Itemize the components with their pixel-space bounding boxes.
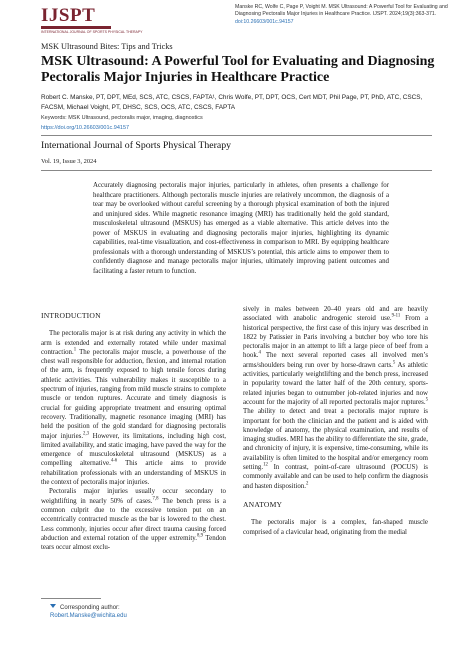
keywords: Keywords: MSK Ultrasound, pectoralis major, imaging, diagnostics	[41, 115, 203, 121]
section-heading-introduction: INTRODUCTION	[41, 311, 101, 320]
author-list: Robert C. Manske, PT, DPT, MEd, SCS, ATC, CSCS, FAPTA¹, Chris Wolfe, PT, DPT, OCS, Cert MDT, Phil Page, PT, PhD, ATC, CSCS, FACSM, Michael Voight, PT, DHSC, SCS, OCS, ATC, CSCS, FAPTA	[41, 94, 423, 111]
right-column	[243, 305, 428, 537]
divider	[41, 170, 432, 171]
article-title: MSK Ultrasound: A Powerful Tool for Evaluating and Diagnosing Pectoralis Major Injuries in Healthcare Practice	[41, 54, 435, 85]
journal-logo: IJSPT	[41, 5, 96, 26]
triangle-icon	[50, 604, 56, 608]
citation-text: Manske RC, Wolfe C, Page P, Voight M. MSK Ultrasound: A Powerful Tool for Evaluating and Diagnosing Pectoralis Major Injuries in Healthcare Practice. IJSPT. 2024;19(3):363-371.	[235, 4, 448, 18]
paragraph: The pectoralis major is a complex, fan-shaped muscle comprised of a clavicular head, originating from the medial	[243, 519, 428, 536]
footnote	[50, 604, 127, 620]
paragraph: Pectoralis major injuries usually occur secondary to weightlifting in nearly 50% of cases.$^{7,8}$ The bench press is a common culprit due to the excessive tension put on an eccentrically contracted muscle as the bar is lowered to the chest. Less commonly, injuries occur after direct trauma causing forced abduction and external rotation of the upper extremity.$^{8,9}$ Tendon tears occur almost exclu-	[41, 488, 226, 552]
paragraph: sively in males between 20–40 years old and are heavily associated with anabolic androgenic steroid use.$^{9-11}$ From a historical perspective, the first case of this injury was described in 1822 by Patissier in Paris involving a butcher boy who tore his pectoralis major in an attempt to lift a large piece of beef from a hook.$^4$ The next several reported cases all involved men’s arms/shoulders being run over by horse-drawn carts.$^5$ As athletic activities, particularly weightlifting and the bench press, increased in popularity toward the latter half of the 20th century, sports-related injuries began to outnumber job-related injuries and now account for the majority of all reported pectoralis major ruptures.$^5$ The ability to detect and treat a pectoralis major rupture is important for both the clinician and the patient and is aided with knowledge of anatomy, the physical examination, and results of imaging studies. MRI has the ability to differentiate the site, grade, and chronicity of injury, it is expensive, time-consuming, while its availability is often limited to the hospital and/or emergency room setting.$^{12}$ In contrast, point-of-care ultrasound (POCUS) is commonly available and can be used to help confirm the diagnosis and hasten disposition.$^2$	[243, 306, 428, 490]
divider	[41, 135, 432, 136]
abstract: Accurately diagnosing pectoralis major injuries, particularly in athletes, often presents a challenge for healthcare practitioners. Although pectoralis muscle injuries are relatively uncommon, the diagnosis of a tear may be overlooked without careful screening by a thorough physical examination of both the injured and uninjured sides. While magnetic resonance imaging (MRI) has traditionally held the gold standard, musculoskeletal ultrasound (MSKUS) has emerged as a viable alternative. This article delves into the power of MSKUS in evaluating and diagnosing pectoralis major injuries, highlighting its dynamic capabilities, real-time visualization, and cost-effectiveness in comparison to MRI. By equipping healthcare professionals with a thorough understanding of MSKUS’s potential, this article aims to empower them to confidently diagnose and manage pectoralis major injuries, ultimately improving patient outcomes and facilitating a faster return to function.	[93, 182, 389, 275]
doi-link[interactable]: https://doi.org/10.26603/001c.94157	[41, 125, 130, 131]
section-label: MSK Ultrasound Bites: Tips and Tricks	[41, 42, 173, 51]
section-heading-anatomy: ANATOMY	[243, 499, 283, 509]
footnote-label: Corresponding author:	[60, 605, 120, 611]
footnote-divider	[41, 598, 101, 599]
citation-doi[interactable]: doi:10.26603/001c.94157	[235, 18, 294, 25]
volume-issue: Vol. 19, Issue 3, 2024	[41, 158, 97, 165]
paragraph: The pectoralis major is at risk during any activity in which the arm is extended and externally rotated while under maximal contraction.$^1$ The pectoralis major muscle, a powerhouse of the chest wall responsible for adduction, flexion, and internal rotation of the arm, is frequently exposed to high tensile forces during athletic activities. This vulnerability makes it susceptible to a spectrum of injuries, ranging from mild muscle strains to complete muscle or tendon ruptures. Accurate and timely diagnosis is crucial for guiding appropriate treatment and ensuring optimal recovery. Traditionally, magnetic resonance imaging (MRI) has held the position of the gold standard for diagnosing pectoralis major injuries.$^{2,3}$ However, its limitations, including high cost, limited availability, and static imaging, have paved the way for the emergence of musculoskeletal ultrasound (MSKUS) as a compelling alternative.$^{4-6}$ This article aims to provide rehabilitation professionals with an understanding of MSKUS in the context of pectoralis major injuries.	[41, 330, 226, 487]
logo-tagline: INTERNATIONAL JOURNAL OF SPORTS PHYSICAL THERAPY	[41, 30, 143, 34]
left-column	[41, 311, 226, 552]
author-email[interactable]: Robert.Manske@wichita.edu	[50, 613, 127, 619]
journal-name: International Journal of Sports Physical Therapy	[41, 140, 232, 151]
citation-block	[235, 4, 450, 26]
logo-underline	[41, 26, 111, 29]
